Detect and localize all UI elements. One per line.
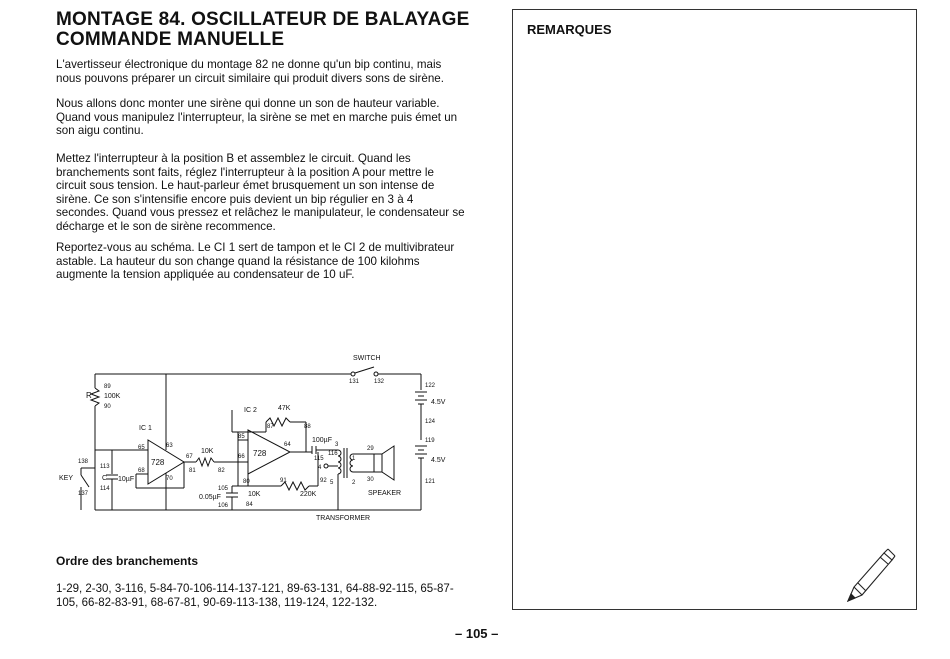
battery-1-voltage: 4.5V [431,399,446,406]
svg-text:10K: 10K [201,448,214,455]
page-title [56,10,476,50]
svg-text:82: 82 [218,468,225,474]
paragraph-intro: L'avertisseur électronique du montage 82 ne donne qu'un bip continu, mais nous pouvons préparer un circuit similaire qui produit divers sons de sirène. [56,58,444,85]
svg-text:119: 119 [425,438,435,444]
ic1-label: IC 1 [139,425,152,432]
svg-text:80: 80 [243,479,250,485]
svg-text:3: 3 [335,442,339,448]
svg-text:106: 106 [218,503,229,509]
transformer-label: TRANSFORMER [316,515,371,522]
title-line-2: COMMANDE MANUELLE [56,29,285,50]
switch-label: SWITCH [353,355,381,362]
paragraph-instructions: Mettez l'interrupteur à la position B et assemblez le circuit. Quand les branchements sont faits, réglez l'interrupteur à la position A pour mettre le circuit sous tension. Le haut-parleur émet brusquement un son intense de sirène. Ce son s'intensifie encore puis devient un bip régulier en 3 à 4 secondes. Quand vous pressez et relâchez le manipulateur, le condensateur se décharge et le son de sirène recommence. [56,152,465,233]
svg-text:10µF: 10µF [118,476,135,483]
svg-text:113: 113 [100,464,110,470]
svg-text:63: 63 [166,443,173,449]
svg-text:81: 81 [189,468,196,474]
svg-text:70: 70 [166,476,173,482]
svg-text:2: 2 [352,480,356,486]
title-line-1: MONTAGE 84. OSCILLATEUR DE BALAYAGE [56,9,470,30]
svg-text:131: 131 [349,379,360,385]
remarks-box [512,9,917,610]
svg-text:C: C [102,475,108,482]
svg-text:5: 5 [330,480,334,486]
svg-text:84: 84 [246,502,253,508]
svg-text:132: 132 [374,379,385,385]
svg-text:137: 137 [78,491,89,497]
svg-text:121: 121 [425,479,436,485]
svg-text:0.05µF: 0.05µF [199,494,221,501]
order-heading: Ordre des branchements [56,554,199,568]
svg-text:68: 68 [138,468,145,474]
svg-text:67: 67 [186,454,193,460]
remarks-title: REMARQUES [527,22,612,37]
svg-text:728: 728 [151,458,165,467]
svg-text:R: R [86,391,92,400]
svg-text:85: 85 [238,434,245,440]
svg-text:92: 92 [320,478,327,484]
svg-text:47K: 47K [278,405,291,412]
svg-text:116: 116 [328,451,338,457]
svg-text:29: 29 [367,446,374,452]
circuit-schematic [56,350,456,528]
svg-text:138: 138 [78,459,89,465]
svg-text:64: 64 [284,442,291,448]
svg-text:65: 65 [138,445,145,451]
svg-text:100µF: 100µF [312,437,332,444]
svg-text:1: 1 [352,456,356,462]
svg-text:105: 105 [218,486,229,492]
svg-text:89: 89 [104,384,111,390]
svg-text:10K: 10K [248,491,261,498]
svg-text:91: 91 [280,478,287,484]
order-sequence: 1-29, 2-30, 3-116, 5-84-70-106-114-137-121, 89-63-131, 64-88-92-115, 65-87-105, 66-82-83-91, 68-67-81, 90-69-113-138, 119-124, 122-132. [56,583,454,609]
svg-text:88: 88 [304,424,311,430]
key-label: KEY [59,475,74,482]
battery-2-voltage: 4.5V [431,457,446,464]
svg-text:728: 728 [253,449,267,458]
svg-text:114: 114 [100,486,110,492]
svg-text:66: 66 [238,454,245,460]
svg-text:87: 87 [267,424,274,430]
svg-text:100K: 100K [104,393,121,400]
paragraph-schematic: Reportez-vous au schéma. Le CI 1 sert de tampon et le CI 2 de multivibrateur astable. La hauteur du son change quand la résistance de 100 kilohms augmente la tension appliquée au condensateur de 10 uF. [56,241,455,282]
svg-text:124: 124 [425,419,436,425]
ic2-label: IC 2 [244,407,257,414]
speaker-label: SPEAKER [368,490,402,497]
svg-text:90: 90 [104,404,111,410]
paragraph-siren: Nous allons donc monter une sirène qui donne un son de hauteur variable. Quand vous manipulez l'interrupteur, la sirène se met en marche puis émet un son aigu continu. [56,97,458,138]
svg-text:30: 30 [367,477,374,483]
pencil-icon [844,547,896,605]
svg-text:220K: 220K [300,491,317,498]
page-number: – 105 – [455,626,499,641]
svg-text:4: 4 [318,465,322,471]
svg-text:122: 122 [425,383,436,389]
svg-text:115: 115 [314,456,324,462]
